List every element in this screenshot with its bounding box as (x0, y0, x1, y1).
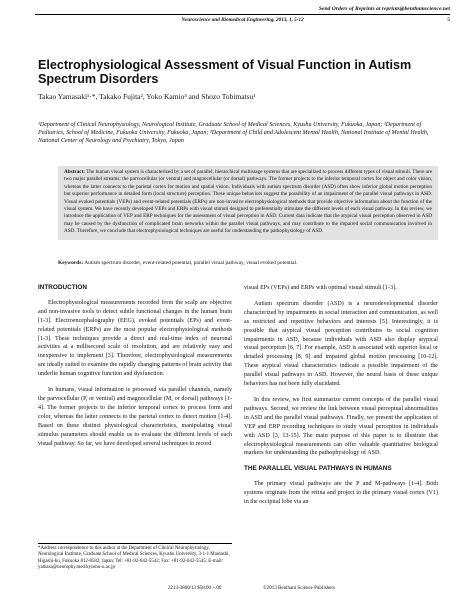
publisher-notice: ©2013 Bentham Science Publishers (263, 586, 335, 591)
price-code: 2213-3860/13 $58.00 +.00 (168, 586, 222, 591)
parallel-pathways-heading: THE PARALLEL VISUAL PATHWAYS IN HUMANS (244, 465, 392, 473)
reprint-banner: Send Orders of Reprints at reprints@benthamscience.net (318, 6, 450, 12)
abstract-box (58, 166, 438, 240)
journal-citation: Neuroscience and Biomedical Engineering, 2013, 1, 5-12 (181, 17, 304, 23)
abstract-label: Abstract: (64, 169, 86, 175)
abstract-text: The human visual system is characterized by a set of parallel, hierarchical multistage systems that are specialized to process different types of visual stimuli. There are two major parallel streams: the parvocellular (or ventral) and magnocellular (or dorsal) pathways. The former projects to the inferior temporal cortex for object and color vision, whereas the latter connects to the parietal cortex for motion and spatial vision. Individuals with autism spectrum disorder (ASD) often show inferior global motion perception but superior performance in detailed form (local structure) perception. These unique behaviors suggest the possibility of an impairment of the parallel visual pathways in ASD. Visual evoked potentials (VEPs) and event-related potentials (ERPs) are non-invasive electrophysiological methods that provide objective information about the function of the visual system. We have recently developed VEPs and ERPs with visual stimuli designed to preferentially stimulate the different levels of each visual pathway. In this review, we introduce the application of VEP and ERP techniques for the assessment of visual perception in ASD. Current data indicate that the atypical visual perception observed in ASD may be caused by the dysfunction of complicated brain networks within the parallel visual pathways, and may contribute to the impaired social communication involved in ASD. Therefore, we conclude that electrophysiological techniques are useful for understanding the pathophysiology of ASD. (64, 169, 433, 235)
correspondence-footnote: *Address correspondence to this author at the Department of Clinical Neurophysiology, Neurological Institute, Graduate School of Medical Sciences, Kyushu University, 3-1-1 Maidashi, Higashi-ku, Fukuoka 812-8582, Japan; Tel: +81-92-642-5542; Fax: +81-92-642-5545; E-mail: yamasa@neurophy.med.kyushu-u.ac.jp (38, 543, 232, 572)
author-list: Takao Yamasaki¹·*, Takako Fujita², Yoko Kamio³ and Shozo Tobimatsu¹ (38, 92, 256, 101)
left-column (38, 284, 232, 455)
intro-paragraph-2: In humans, visual information is processed via parallel channels, namely the parvocellular (P, or ventral) and magnocellular (M, or dorsal) pathways [1-4]. The former projects to the inferior temporal cortex to process form and color, whereas the latter connects to the parietal cortex to detect motion [1-4]. Based on these distinct physiological characteristics, manipulating visual stimulus parameters should enable us to evaluate the different levels of each visual pathway. So far, we have developed several techniques to record (38, 387, 232, 447)
page-number: 5 (447, 17, 450, 23)
right-column (244, 284, 438, 514)
affiliations: ¹Department of Clinical Neurophysiology, Neurological Institute, Graduate School of Medical Sciences, Kyushu University, Fukuoka, Japan; ²Department of Pediatrics, School of Medicine, Fukuoka University, Fukuoka, Japan; ³Department of Child and Adolescent Mental Health, National Institute of Mental Health, National Center of Neurology and Psychiatry, Tokyo, Japan (38, 122, 429, 144)
introduction-heading: INTRODUCTION (38, 284, 87, 291)
keywords (58, 260, 438, 266)
intro-paragraph-1: Electrophysiological measurements recorded from the scalp are objective and non-invasive tools to detect subtle functional changes in the human brain [1-3]. Electroencephalography (EEG), evoked potentials (EPs) and event-related potentials (ERPs) are the most popular electrophysiological methods [1-3]. These techniques provide a direct and real-time index of neuronal activities at a millisecond scale of resolution, and are relatively easy and inexpensive to implement [3]. Therefore, electrophysiological measurements are ideally suited to examine the rapidly changing patterns of brain activity that underlie human cognitive function and dysfunction. (38, 299, 232, 378)
journal-header (35, 14, 450, 23)
article-title: Electrophysiological Assessment of Visual Function in Autism Spectrum Disorders (38, 58, 412, 86)
keywords-text: Autism spectrum disorder, event-related potential, parallel visual pathway, visual evoked potential. (84, 260, 298, 266)
intro-paragraph-4: In this review, we first summarize current concepts of the parallel visual pathways. Second, we review the link between visual perceptual abnormalities in ASD and the parallel visual pathways. Finally, we present the application of VEP and ERP recording techniques to study visual perception in individuals with ASD [3, 13-15]. The main purpose of this paper is to illustrate that electrophysiological measurements can offer valuable quantitative biological markers for understanding the pathophysiology of ASD. (244, 396, 438, 457)
keywords-label: Keywords: (58, 260, 84, 266)
pathways-paragraph-1: The primary visual pathways are the P and M-pathways [1-4]. Both systems originate from the retina and project to the primary visual cortex (V1) in the occipital lobe via an (244, 481, 438, 506)
intro-paragraph-3: Autism spectrum disorder (ASD) is a neurodevelopmental disorder characterized by impairments in social interaction and communication, as well as restricted and repetitive behaviors and interests [5]. Interestingly, it is possible that atypical visual perception contributes to social cognition impairments in ASD, because individuals with ASD also display atypical visual perception [6, 7]. For example, ASD is associated with superior local or detailed processing [8, 9] and impaired global motion processing [10-12]. These atypical visual characteristics indicate a possible impairment of the parallel visual pathways in ASD. However, the neural basis of these unique behaviors has not been fully elucidated. (244, 300, 438, 388)
intro-paragraph-2-cont: visual EPs (VEPs) and ERPs with optimal visual stimuli [1-3]. (244, 285, 397, 291)
